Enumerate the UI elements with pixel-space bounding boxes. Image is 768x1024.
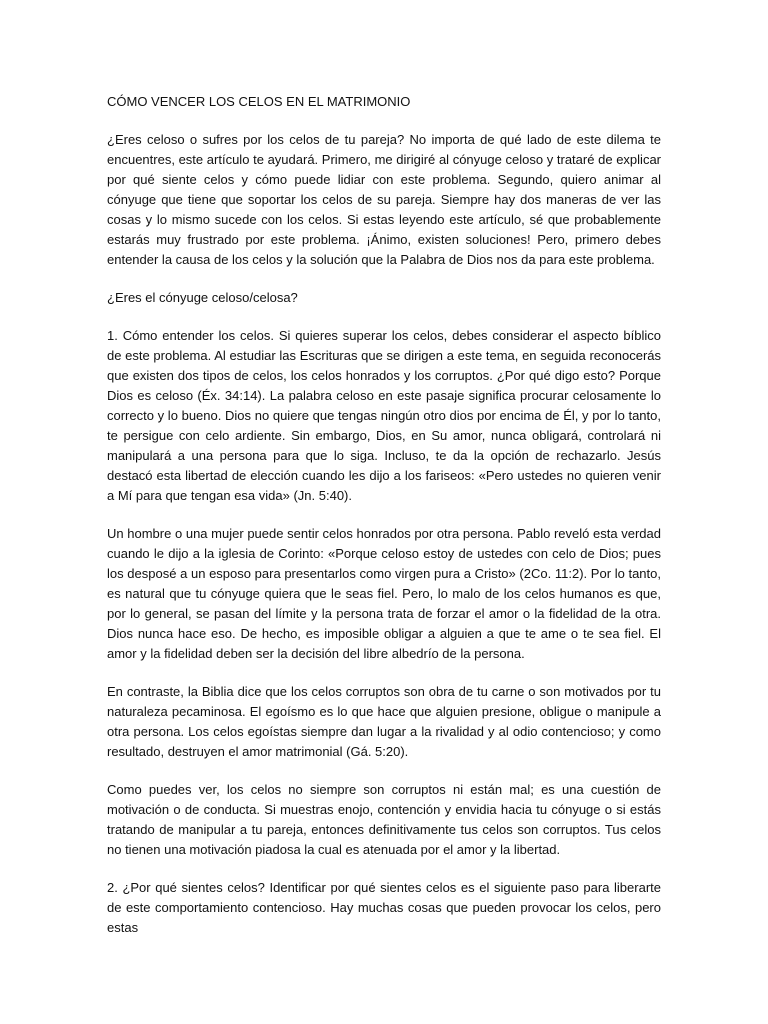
document-title: CÓMO VENCER LOS CELOS EN EL MATRIMONIO	[107, 94, 411, 109]
body-paragraph: 2. ¿Por qué sientes celos? Identificar por qué sientes celos es el siguiente paso para liberarte de este comportamiento contencioso. Hay muchas cosas que pueden provocar los celos, pero estas	[107, 880, 661, 935]
body-paragraph: Un hombre o una mujer puede sentir celos honrados por otra persona. Pablo reveló esta verdad cuando le dijo a la iglesia de Corinto: «Porque celoso estoy de ustedes con celo de Dios; pues los desposé a un esposo para presentarlos como virgen pura a Cristo» (2Co. 11:2). Por lo tanto, es natural que tu cónyuge quiera que le seas fiel. Pero, lo malo de los celos humanos es que, por lo general, se pasan del límite y la persona trata de forzar el amor o la fidelidad de la otra. Dios nunca hace eso. De hecho, es imposible obligar a alguien a que te ame o te sea fiel. El amor y la fidelidad deben ser la decisión del libre albedrío de la persona.	[107, 526, 661, 661]
body-paragraph: En contraste, la Biblia dice que los celos corruptos son obra de tu carne o son motivados por tu naturaleza pecaminosa. El egoísmo es lo que hace que alguien presione, obligue o manipule a otra persona. Los celos egoístas siempre dan lugar a la rivalidad y al odio contencioso; y como resultado, destruyen el amor matrimonial (Gá. 5:20).	[107, 684, 661, 759]
document-page	[107, 92, 661, 956]
body-paragraph: 1. Cómo entender los celos. Si quieres superar los celos, debes considerar el aspecto bíblico de este problema. Al estudiar las Escrituras que se dirigen a este tema, en seguida reconocerás que existen dos tipos de celos, los celos honrados y los corruptos. ¿Por qué digo esto? Porque Dios es celoso (Éx. 34:14). La palabra celoso en este pasaje significa procurar celosamente lo correcto y lo bueno. Dios no quiere que tengas ningún otro dios por encima de Él, y por lo tanto, te persigue con celo ardiente. Sin embargo, Dios, en Su amor, nunca obligará, controlará ni manipulará a una persona para que lo siga. Incluso, te da la opción de rechazarlo. Jesús destacó esta libertad de elección cuando les dijo a los fariseos: «Pero ustedes no quieren venir a Mí para que tengan esa vida» (Jn. 5:40).	[107, 328, 661, 503]
intro-paragraph: ¿Eres celoso o sufres por los celos de tu pareja? No importa de qué lado de este dilema te encuentres, este artículo te ayudará. Primero, me dirigiré al cónyuge celoso y trataré de explicar por qué siente celos y cómo puede lidiar con este problema. Segundo, quiero animar al cónyuge que tiene que soportar los celos de su pareja. Siempre hay dos maneras de ver las cosas y lo mismo sucede con los celos. Si estas leyendo este artículo, sé que probablemente estarás muy frustrado por este problema. ¡Ánimo, existen soluciones! Pero, primero debes entender la causa de los celos y la solución que la Palabra de Dios nos da para este problema.	[107, 132, 661, 267]
body-paragraph: Como puedes ver, los celos no siempre son corruptos ni están mal; es una cuestión de motivación o de conducta. Si muestras enojo, contención y envidia hacia tu cónyuge o si estás tratando de manipular a tu pareja, entonces definitivamente tus celos son corruptos. Tus celos no tienen una motivación piadosa la cual es atenuada por el amor y la libertad.	[107, 782, 661, 857]
section-heading: ¿Eres el cónyuge celoso/celosa?	[107, 290, 298, 305]
